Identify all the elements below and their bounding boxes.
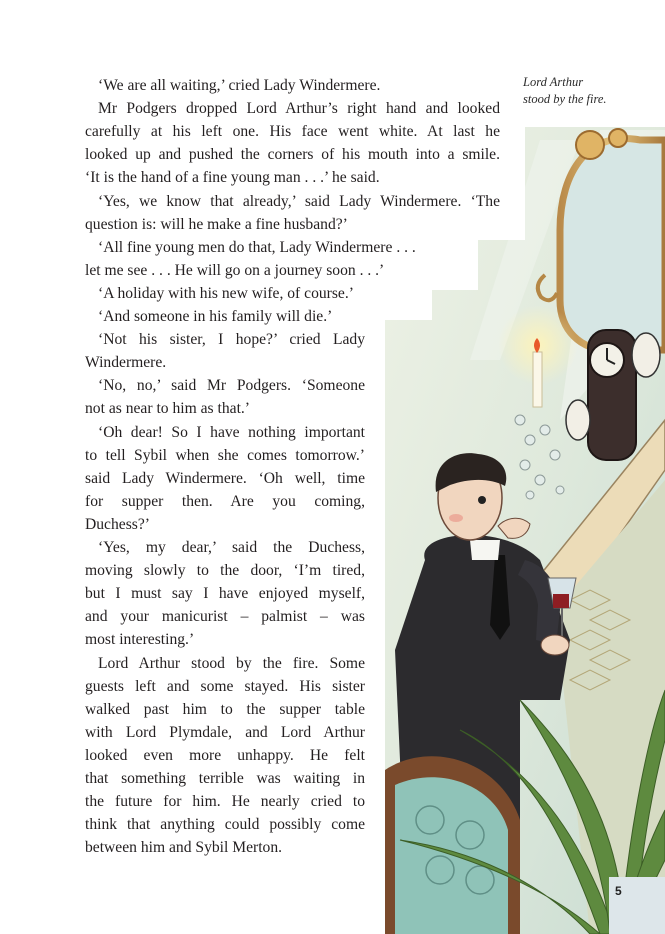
- text-line: looked even more unhappy. He felt: [85, 746, 365, 764]
- text-line: between him and Sybil Merton.: [85, 839, 283, 857]
- text-line: Duchess?’: [85, 515, 150, 533]
- text-line: ‘Oh dear! So I have nothing important: [98, 423, 365, 441]
- text-line: ‘We are all waiting,’ cried Lady Windermere.: [98, 77, 381, 94]
- text-line: think that anything could possibly come: [85, 816, 365, 834]
- text-line: carefully at his left one. His face went white. At last he: [85, 123, 500, 141]
- text-line: moving slowly to the door, ‘I’m tired,: [85, 562, 365, 580]
- text-line: the future for him. He nearly cried to: [85, 793, 365, 811]
- text-line: and your manicurist – palmist – was: [85, 608, 365, 626]
- text-line: ‘And someone in his family will die.’: [98, 308, 333, 325]
- text-line: let me see . . . He will go on a journey soon . . .’: [85, 261, 385, 279]
- text-line: not as near to him as that.’: [85, 400, 250, 418]
- text-line: ‘It is the hand of a fine young man . . .’ he said.: [85, 169, 380, 187]
- text-line: ‘A holiday with his new wife, of course.’: [98, 284, 354, 302]
- illustration-caption: [523, 74, 607, 108]
- text-line: Windermere.: [85, 354, 167, 372]
- text-line: to tell Sybil when she comes tomorrow.’: [85, 446, 365, 464]
- text-line: for supper then. Are you coming,: [85, 492, 365, 510]
- text-line: that something terrible was waiting in: [85, 770, 365, 787]
- text-line: with Lord Plymdale, and Lord Arthur: [85, 723, 365, 741]
- text-line: guests left and some stayed. His sister: [85, 677, 365, 695]
- text-line: but I must say I have enjoyed myself,: [85, 585, 365, 603]
- text-line: Lord Arthur stood by the fire. Some: [98, 654, 365, 672]
- text-line: question is: will he make a fine husband?’: [85, 215, 348, 233]
- text-line: ‘No, no,’ said Mr Podgers. ‘Someone: [98, 377, 365, 395]
- text-line: ‘All fine young men do that, Lady Windermere . . .: [98, 238, 416, 256]
- text-line: looked up and pushed the corners of his mouth into a smile.: [85, 146, 500, 164]
- text-line: most interesting.’: [85, 631, 195, 649]
- text-line: Mr Podgers dropped Lord Arthur’s right hand and looked: [98, 100, 500, 118]
- text-line: ‘Yes, my dear,’ said the Duchess,: [98, 539, 365, 556]
- text-line: ‘Not his sister, I hope?’ cried Lady: [98, 331, 365, 349]
- text-line: said Lady Windermere. ‘Oh well, time: [85, 469, 365, 487]
- text-line: walked past him to the supper table: [85, 700, 365, 718]
- page-number: 5: [615, 884, 622, 898]
- text-line: ‘Yes, we know that already,’ said Lady Windermere. ‘The: [98, 192, 500, 210]
- caption-line-1: Lord Arthur: [523, 75, 584, 89]
- caption-line-2: stood by the fire.: [523, 92, 607, 106]
